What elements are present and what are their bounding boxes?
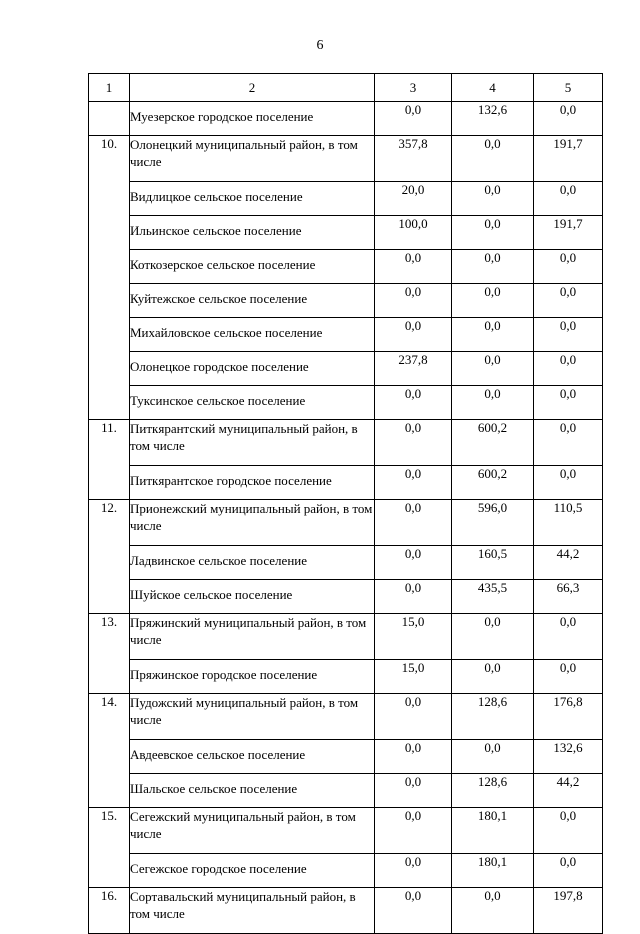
table-row xyxy=(89,660,603,694)
table-row xyxy=(89,250,603,284)
row-value-col3: 0,0 xyxy=(375,250,452,284)
row-number xyxy=(89,318,130,352)
header-cell-4: 4 xyxy=(452,74,534,102)
row-number xyxy=(89,250,130,284)
row-value-col4: 600,2 xyxy=(452,466,534,500)
row-value-col5: 197,8 xyxy=(534,888,603,934)
row-value-col4: 0,0 xyxy=(452,250,534,284)
table-row xyxy=(89,318,603,352)
row-name: Пряжинское городское поселение xyxy=(130,660,375,694)
row-value-col3: 0,0 xyxy=(375,808,452,854)
table-row xyxy=(89,854,603,888)
header-cell-2: 2 xyxy=(130,74,375,102)
row-name: Видлицкое сельское поселение xyxy=(130,182,375,216)
table-row xyxy=(89,182,603,216)
row-value-col4: 0,0 xyxy=(452,740,534,774)
table-header-row xyxy=(89,74,603,102)
row-value-col5: 0,0 xyxy=(534,660,603,694)
row-value-col3: 0,0 xyxy=(375,888,452,934)
row-name: Сортавальский муниципальный район, в том числе xyxy=(130,888,375,934)
row-value-col3: 15,0 xyxy=(375,660,452,694)
row-number: 13. xyxy=(89,614,130,660)
row-number xyxy=(89,216,130,250)
row-value-col4: 160,5 xyxy=(452,546,534,580)
row-value-col5: 0,0 xyxy=(534,352,603,386)
row-value-col4: 0,0 xyxy=(452,318,534,352)
row-value-col5: 0,0 xyxy=(534,250,603,284)
row-value-col5: 0,0 xyxy=(534,182,603,216)
table-row xyxy=(89,102,603,136)
table-row xyxy=(89,352,603,386)
row-value-col3: 0,0 xyxy=(375,102,452,136)
row-value-col4: 600,2 xyxy=(452,420,534,466)
table-row xyxy=(89,136,603,182)
row-value-col3: 0,0 xyxy=(375,318,452,352)
row-value-col3: 0,0 xyxy=(375,580,452,614)
row-value-col5: 0,0 xyxy=(534,808,603,854)
row-name: Шальское сельское поселение xyxy=(130,774,375,808)
table-row xyxy=(89,466,603,500)
row-value-col4: 0,0 xyxy=(452,284,534,318)
row-name: Олонецкий муниципальный район, в том числе xyxy=(130,136,375,182)
table-row xyxy=(89,740,603,774)
page-number: 6 xyxy=(316,38,324,53)
row-value-col3: 0,0 xyxy=(375,500,452,546)
row-number xyxy=(89,284,130,318)
header-cell-1: 1 xyxy=(89,74,130,102)
row-number: 10. xyxy=(89,136,130,182)
row-value-col5: 0,0 xyxy=(534,284,603,318)
row-value-col4: 0,0 xyxy=(452,386,534,420)
row-value-col3: 0,0 xyxy=(375,420,452,466)
row-number xyxy=(89,740,130,774)
table-row xyxy=(89,808,603,854)
row-name: Прионежский муниципальный район, в том числе xyxy=(130,500,375,546)
row-name: Ильинское сельское поселение xyxy=(130,216,375,250)
row-value-col5: 66,3 xyxy=(534,580,603,614)
row-number xyxy=(89,182,130,216)
table-row xyxy=(89,774,603,808)
row-value-col5: 191,7 xyxy=(534,136,603,182)
row-value-col3: 0,0 xyxy=(375,740,452,774)
row-value-col5: 0,0 xyxy=(534,466,603,500)
table-row xyxy=(89,580,603,614)
row-value-col5: 0,0 xyxy=(534,102,603,136)
row-number: 14. xyxy=(89,694,130,740)
row-value-col4: 132,6 xyxy=(452,102,534,136)
table-row xyxy=(89,284,603,318)
table-row xyxy=(89,694,603,740)
row-name: Шуйское сельское поселение xyxy=(130,580,375,614)
row-value-col3: 20,0 xyxy=(375,182,452,216)
row-value-col4: 0,0 xyxy=(452,614,534,660)
row-number: 12. xyxy=(89,500,130,546)
row-value-col5: 132,6 xyxy=(534,740,603,774)
header-cell-3: 3 xyxy=(375,74,452,102)
row-number xyxy=(89,580,130,614)
row-name: Туксинское сельское поселение xyxy=(130,386,375,420)
row-value-col3: 0,0 xyxy=(375,546,452,580)
row-value-col5: 44,2 xyxy=(534,546,603,580)
row-value-col5: 191,7 xyxy=(534,216,603,250)
row-value-col4: 0,0 xyxy=(452,888,534,934)
row-value-col3: 0,0 xyxy=(375,854,452,888)
row-number: 11. xyxy=(89,420,130,466)
row-name: Михайловское сельское поселение xyxy=(130,318,375,352)
row-value-col4: 0,0 xyxy=(452,660,534,694)
row-name: Питкярантский муниципальный район, в том числе xyxy=(130,420,375,466)
row-value-col3: 0,0 xyxy=(375,284,452,318)
row-name: Авдеевское сельское поселение xyxy=(130,740,375,774)
row-name: Сегежский муниципальный район, в том числе xyxy=(130,808,375,854)
row-number xyxy=(89,854,130,888)
row-value-col5: 0,0 xyxy=(534,318,603,352)
table-row xyxy=(89,614,603,660)
row-value-col3: 357,8 xyxy=(375,136,452,182)
row-value-col4: 0,0 xyxy=(452,216,534,250)
row-value-col3: 0,0 xyxy=(375,466,452,500)
row-value-col3: 0,0 xyxy=(375,386,452,420)
row-value-col4: 0,0 xyxy=(452,182,534,216)
row-name: Коткозерское сельское поселение xyxy=(130,250,375,284)
row-name: Пудожский муниципальный район, в том числе xyxy=(130,694,375,740)
row-value-col5: 0,0 xyxy=(534,854,603,888)
row-name: Пряжинский муниципальный район, в том числе xyxy=(130,614,375,660)
row-value-col5: 0,0 xyxy=(534,614,603,660)
row-number xyxy=(89,546,130,580)
row-name: Питкярантское городское поселение xyxy=(130,466,375,500)
row-value-col4: 128,6 xyxy=(452,694,534,740)
row-value-col3: 0,0 xyxy=(375,694,452,740)
row-name: Сегежское городское поселение xyxy=(130,854,375,888)
row-value-col4: 0,0 xyxy=(452,352,534,386)
row-name: Олонецкое городское поселение xyxy=(130,352,375,386)
row-name: Ладвинское сельское поселение xyxy=(130,546,375,580)
row-number xyxy=(89,774,130,808)
table-row xyxy=(89,888,603,934)
row-value-col3: 100,0 xyxy=(375,216,452,250)
header-cell-5: 5 xyxy=(534,74,603,102)
row-value-col3: 237,8 xyxy=(375,352,452,386)
row-name: Куйтежское сельское поселение xyxy=(130,284,375,318)
row-value-col4: 128,6 xyxy=(452,774,534,808)
row-number xyxy=(89,352,130,386)
row-value-col5: 0,0 xyxy=(534,420,603,466)
row-number xyxy=(89,466,130,500)
table-row xyxy=(89,386,603,420)
row-value-col4: 596,0 xyxy=(452,500,534,546)
row-value-col5: 176,8 xyxy=(534,694,603,740)
row-number xyxy=(89,102,130,136)
allocation-table xyxy=(88,73,603,934)
row-value-col4: 180,1 xyxy=(452,854,534,888)
row-value-col5: 110,5 xyxy=(534,500,603,546)
row-number: 15. xyxy=(89,808,130,854)
row-value-col3: 15,0 xyxy=(375,614,452,660)
table-row xyxy=(89,546,603,580)
row-number: 16. xyxy=(89,888,130,934)
row-value-col3: 0,0 xyxy=(375,774,452,808)
table-row xyxy=(89,500,603,546)
row-name: Муезерское городское поселение xyxy=(130,102,375,136)
table-row xyxy=(89,216,603,250)
row-value-col4: 0,0 xyxy=(452,136,534,182)
row-value-col4: 180,1 xyxy=(452,808,534,854)
row-number xyxy=(89,660,130,694)
table-row xyxy=(89,420,603,466)
row-value-col4: 435,5 xyxy=(452,580,534,614)
row-number xyxy=(89,386,130,420)
row-value-col5: 0,0 xyxy=(534,386,603,420)
row-value-col5: 44,2 xyxy=(534,774,603,808)
